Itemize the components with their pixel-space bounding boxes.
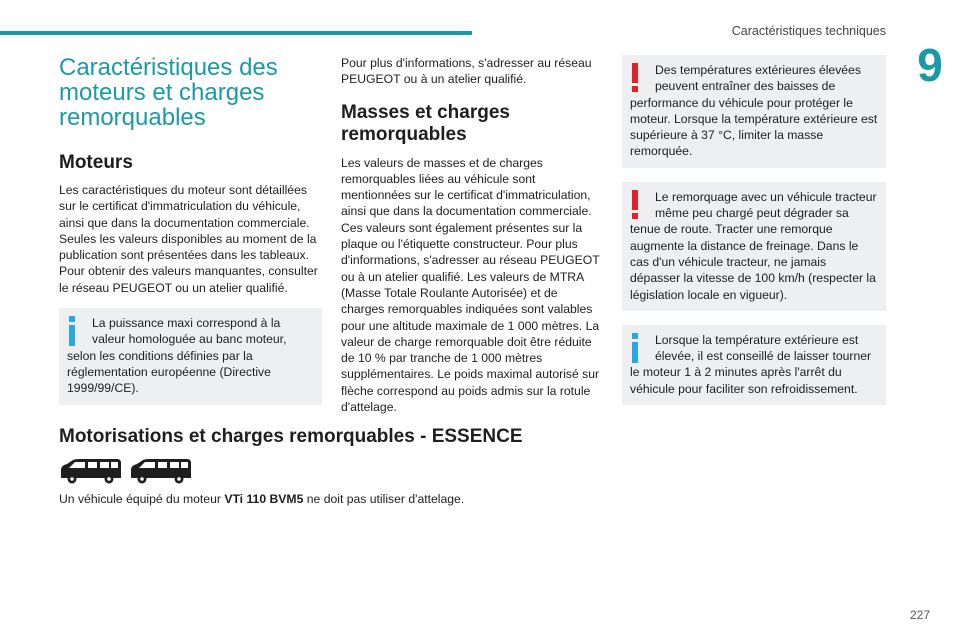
warning-icon [630, 190, 640, 220]
warning-note-towing [622, 182, 886, 311]
warning-note-first-line: Le remorquage avec un véhicule tracteur même peu chargé peut dégrader sa [655, 189, 877, 221]
column-2 [341, 55, 604, 415]
engine-note-before: Un véhicule équipé du moteur [59, 492, 225, 506]
info-note-cooling [622, 325, 886, 405]
warning-note-text: performance du véhicule pour protéger le moteur. Lorsque la température extérieure est supérieure à 37 °C, limiter la masse remorquée. [630, 95, 878, 159]
info-note-first-line: Lorsque la température extérieure est élevée, il est conseillé de laisser tourner [655, 332, 872, 364]
engine-name: VTi 110 BVM5 [224, 492, 304, 506]
header-accent-bar [0, 31, 472, 35]
column-3 [622, 55, 886, 405]
vehicle-icons [59, 458, 191, 489]
info-note-first-line: La puissance maxi correspond à la valeur homologuée au banc moteur, [92, 316, 287, 347]
engine-note [59, 492, 464, 506]
chapter-number: 9 [917, 39, 943, 91]
intro-text: Pour plus d'informations, s'adresser au réseau PEUGEOT ou à un atelier qualifié. [341, 56, 592, 87]
column-1 [59, 55, 322, 405]
section-title-essence: Motorisations et charges remorquables - ESSENCE [59, 426, 523, 447]
warning-note-first-line: Des températures extérieures élevées peuvent entraîner des baisses de [655, 63, 861, 94]
heading-masses: Masses et charges remorquables [341, 101, 510, 145]
warning-icon [630, 63, 640, 93]
info-note [59, 308, 322, 404]
info-icon [630, 333, 640, 363]
info-icon [67, 316, 77, 346]
info-note-text: selon les conditions définies par la réglementation européenne (Directive 1999/99/CE). [67, 348, 271, 396]
warning-note-text: tenue de route. Tracter une remorque augmente la distance de freinage. Dans le cas d'un véhicule tracteur, ne jamais dépasser la vitesse de 100 km/h (respecter la législation locale en vigueur). [630, 222, 876, 302]
masses-text: Les valeurs de masses et de charges remorquables liées au véhicule sont mentionnées sur le certificat d'immatriculation, ainsi que dans la documentation commerciale. Ces valeurs sont également présentes sur la plaque ou l'étiquette constructeur. Pour plus d'informations, s'adresser au réseau PEUGEOT ou à un atelier qualifié. Les valeurs de MTRA (Masse Totale Roulante Autorisée) et de charges remorquables indiquées sont valables pour une altitude maximale de 1 000 mètres. La valeur de charge remorquable doit être réduite de 10 % par tranche de 1 000 mètres supplémentaires. Le poids maximal autorisé sur flèche correspond au poids admis sur la rotule d'attelage. [341, 155, 600, 415]
heading-moteurs: Moteurs [59, 152, 133, 173]
running-head: Caractéristiques techniques [731, 24, 886, 38]
page-title: Caractéristiques des moteurs et charges remorquables [59, 54, 278, 131]
van-icon [59, 458, 191, 484]
engine-note-after: ne doit pas utiliser d'attelage. [303, 492, 465, 506]
info-note-text: le moteur 1 à 2 minutes après l'arrêt du véhicule pour faciliter son refroidissement. [630, 365, 858, 396]
warning-note-temperature [622, 55, 886, 168]
page-number: 227 [909, 608, 930, 622]
moteurs-text: Les caractéristiques du moteur sont détaillées sur le certificat d'immatriculation du véhicule, ainsi que dans la documentation commerciale. Seules les valeurs disponibles au moment de la publication sont présentées dans les tableaux. Pour obtenir des valeurs manquantes, consulter le réseau PEUGEOT ou un atelier qualifié. [59, 183, 318, 295]
